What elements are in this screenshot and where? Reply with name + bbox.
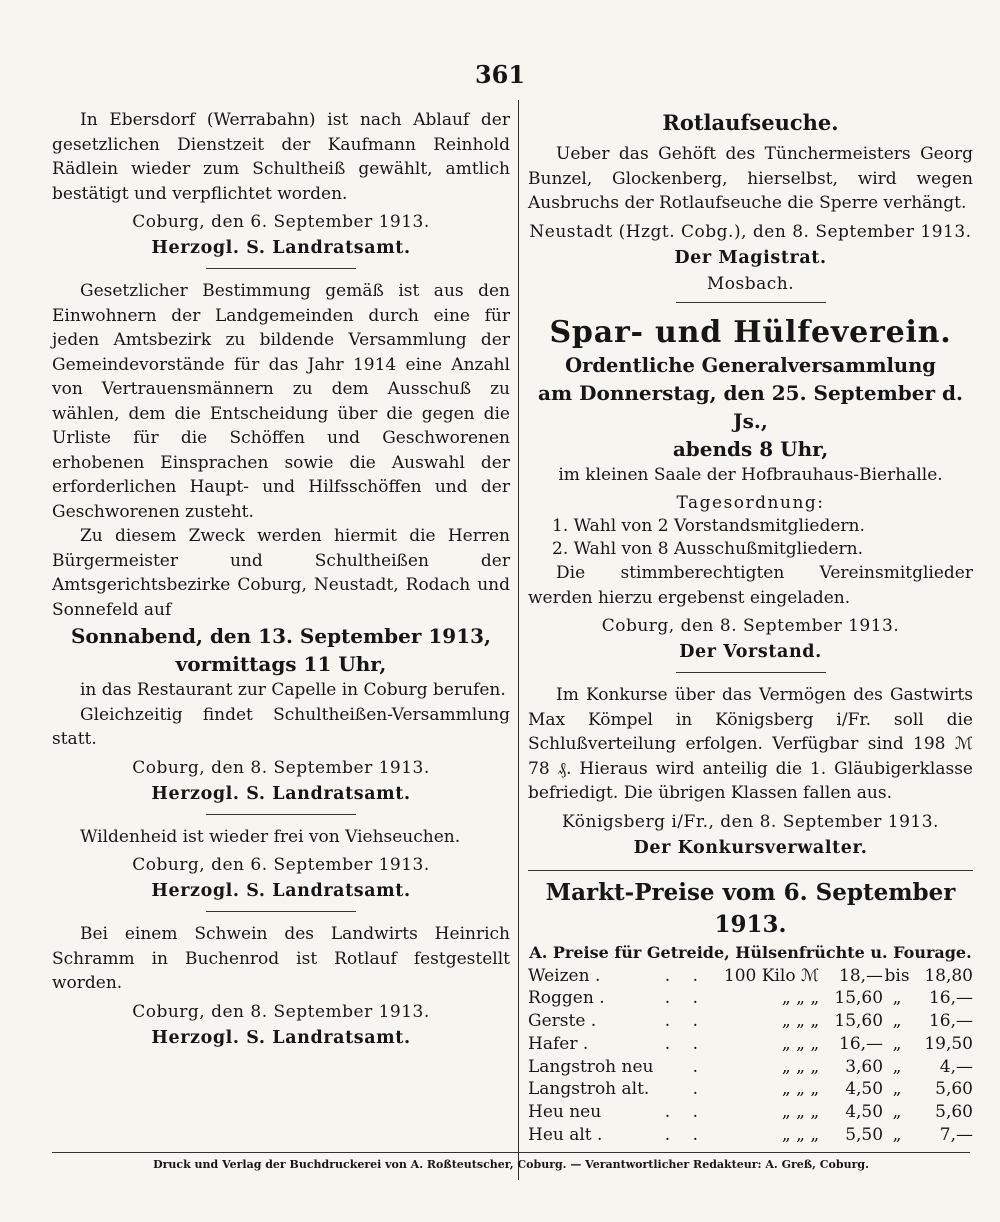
market-row (528, 1033, 973, 1056)
imprint: Druck und Verlag der Buchdruckerei von A. Roßteutscher, Coburg. — Verantwortlicher Redakteur: A. Greß, Coburg. (153, 1158, 869, 1171)
verein-title: Spar- und Hülfeverein. (549, 314, 952, 350)
notice-text-3: in das Restaurant zur Capelle in Coburg berufen. (80, 680, 506, 700)
market-item: Langstroh neu (528, 1056, 654, 1077)
market-range-sep: „ (892, 1056, 902, 1077)
market-dot: . (692, 1033, 698, 1054)
notice-office: Der Vorstand. (679, 642, 822, 662)
market-low-price: 18,— (839, 965, 884, 986)
page-number: 361 (474, 60, 526, 89)
notice-date: Coburg, den 6. September 1913. (132, 855, 430, 875)
notice-date: Coburg, den 8. September 1913. (132, 1001, 430, 1022)
market-row (528, 1056, 973, 1079)
notice-heading: Rotlaufseuche. (662, 110, 839, 135)
column-divider (518, 100, 519, 1180)
market-dot: . (664, 1102, 671, 1123)
market-row (528, 1010, 973, 1033)
market-dot: . (692, 988, 698, 1009)
market-high-price: 5,60 (935, 1079, 973, 1100)
market-dot: . (692, 1102, 698, 1123)
market-low-price: 4,50 (845, 1102, 884, 1123)
notice-office: Der Magistrat. (674, 247, 827, 268)
market-high-price: 16,— (928, 988, 973, 1009)
notice-schoeffen (52, 279, 510, 815)
market-dot: . (664, 1125, 671, 1146)
market-low-price: 16,— (839, 1033, 884, 1054)
market-row (528, 965, 973, 988)
notice-text: Bei einem Schwein des Landwirts Heinrich Schramm in Buchenrod ist Rotlauf festgestellt worden. (52, 924, 510, 993)
market-range-sep: bis (884, 965, 910, 986)
market-range-sep: „ (892, 1079, 902, 1100)
agenda-item: 1. Wahl von 2 Vorstandsmitgliedern. (552, 516, 865, 536)
notice-text: Ueber das Gehöft des Tünchermeisters Georg Bunzel, Glockenberg, hierselbst, wird wegen Ausbruchs der Rotlaufseuche die Sperre verhängt. (528, 144, 973, 213)
market-range-sep: „ (892, 1033, 902, 1054)
notice-date: Königsberg i/Fr., den 8. September 1913. (562, 811, 939, 832)
market-table (528, 965, 973, 1147)
market-item: Weizen . (528, 965, 601, 986)
meeting-time: vormittags 11 Uhr, (175, 652, 387, 676)
divider (676, 302, 826, 303)
market-unit: „ „ „ (781, 1011, 820, 1032)
market-row (528, 1124, 973, 1147)
notice-text-4: Gleichzeitig findet Schultheißen-Versammlung statt. (52, 704, 510, 749)
market-dot: . (692, 965, 698, 986)
divider (206, 268, 356, 269)
notice-office: Der Konkursverwalter. (633, 837, 868, 858)
market-high-price: 7,— (939, 1125, 973, 1146)
notice-office: Herzogl. S. Landratsamt. (151, 1027, 411, 1048)
market-unit: „ „ „ (781, 1056, 820, 1077)
market-low-price: 4,50 (845, 1079, 884, 1100)
verein-date: am Donnerstag, den 25. September d. Js., (538, 380, 963, 433)
market-high-price: 16,— (928, 1011, 973, 1032)
market-high-price: 18,80 (924, 965, 973, 986)
notice-signer: Mosbach. (706, 273, 795, 294)
market-dot: . (692, 1125, 698, 1146)
agenda-label: Tagesordnung: (676, 493, 825, 513)
market-row (528, 1101, 973, 1124)
market-low-price: 15,60 (834, 988, 884, 1009)
agenda-item: 2. Wahl von 8 Ausschußmitgliedern. (552, 539, 864, 559)
divider (528, 870, 973, 871)
market-unit: 100 Kilo ℳ (723, 965, 820, 986)
market-unit: „ „ „ (781, 1125, 820, 1146)
divider (676, 672, 826, 673)
notice-wildenheid (52, 825, 510, 913)
notice-text: Wildenheid ist wieder frei von Viehseuchen. (80, 826, 461, 847)
market-item: Gerste . (528, 1011, 597, 1032)
market-item: Langstroh alt. (528, 1079, 650, 1100)
market-range-sep: „ (892, 1102, 902, 1123)
notice-date: Coburg, den 8. September 1913. (132, 757, 430, 778)
market-dot: . (664, 1033, 671, 1054)
market-dot: . (664, 965, 671, 986)
market-item: Heu neu (528, 1102, 602, 1123)
market-high-price: 5,60 (935, 1102, 973, 1123)
market-dot: . (692, 1056, 698, 1077)
market-item: Hafer . (528, 1033, 589, 1054)
market-range-sep: „ (892, 988, 902, 1009)
notice-text: Gesetzlicher Bestimmung gemäß ist aus den Einwohnern der Landgemeinden durch eine für jeden Amtsbezirk zu bildende Versammlung der Gemeindevorstände für das Jahr 1914 eine Anzahl von Vertrauensmännern zu dem Ausschuß zu wählen, dem die Entscheidung über die gegen die Urliste für die Schöffen und Geschworenen erhobenen Einsprachen sowie die Auswahl der erforderlichen Haupt- und Hilfsschöffen und der Geschworenen zusteht. (52, 281, 510, 522)
market-subtitle: A. Preise für Getreide, Hülsenfrüchte u. Fourage. (529, 942, 972, 962)
meeting-date: Sonnabend, den 13. September 1913, (70, 624, 492, 648)
right-column (528, 108, 973, 1147)
market-dot: . (664, 988, 671, 1009)
notice-ebersdorf (52, 108, 510, 269)
market-dot (653, 1056, 681, 1079)
market-high-price: 4,— (939, 1056, 973, 1077)
footer-rule (52, 1152, 970, 1153)
market-range-sep: „ (892, 1011, 902, 1032)
notice-office: Herzogl. S. Landratsamt. (151, 238, 411, 258)
market-low-price: 5,50 (845, 1125, 884, 1146)
market-item: Heu alt . (528, 1125, 603, 1146)
verein-place: im kleinen Saale der Hofbrauhaus-Bierhalle. (558, 464, 943, 485)
verein-time: abends 8 Uhr, (672, 436, 829, 461)
market-unit: „ „ „ (781, 1102, 820, 1123)
left-column (52, 108, 510, 1052)
notice-date: Neustadt (Hzgt. Cobg.), den 8. September 1913. (529, 221, 972, 242)
notice-text-2: Zu diesem Zweck werden hiermit die Herren Bürgermeister und Schultheißen der Amtsgerichtsbezirke Coburg, Neustadt, Rodach und Sonnefeld auf (52, 526, 510, 620)
notice-rotlaufseuche (528, 108, 973, 303)
market-unit: „ „ „ (781, 1079, 820, 1100)
verein-invite: Die stimmberechtigten Vereinsmitglieder werden hierzu ergebenst eingeladen. (528, 563, 973, 608)
market-range-sep: „ (892, 1125, 902, 1146)
market-low-price: 3,60 (845, 1056, 884, 1077)
notice-text: Im Konkurse über das Vermögen des Gastwirts Max Kömpel in Königsberg i/Fr. soll die Schlußverteilung erfolgen. Verfügbar sind 198 ℳ 78 ₰. Hieraus wird anteilig die 1. Gläubigerklasse befriedigt. Die übrigen Klassen fallen aus. (528, 685, 973, 803)
divider (206, 814, 356, 815)
divider (206, 911, 356, 912)
notice-office: Herzogl. S. Landratsamt. (151, 783, 411, 804)
market-title: Markt-Preise vom 6. September 1913. (545, 878, 956, 938)
notice-date: Coburg, den 8. September 1913. (601, 616, 900, 636)
market-unit: „ „ „ (781, 988, 820, 1009)
market-dot (653, 1078, 681, 1101)
notice-text: In Ebersdorf (Werrabahn) ist nach Ablauf der gesetzlichen Dienstzeit der Kaufmann Reinhold Rädlein wieder zum Schultheiß gewählt, amtlich bestätigt und verpflichtet worden. (52, 110, 510, 204)
market-low-price: 15,60 (834, 1011, 884, 1032)
notice-konkurs (528, 683, 973, 871)
market-prices (528, 877, 973, 1147)
market-dot: . (664, 1011, 671, 1032)
verein-subtitle: Ordentliche Generalversammlung (565, 353, 936, 377)
notice-date: Coburg, den 6. September 1913. (132, 212, 430, 232)
market-high-price: 19,50 (924, 1033, 973, 1054)
market-item: Roggen . (528, 988, 605, 1009)
market-dot: . (692, 1011, 698, 1032)
notice-rotlauf-buchenrod (52, 922, 510, 1052)
notice-office: Herzogl. S. Landratsamt. (151, 881, 411, 901)
market-row (528, 987, 973, 1010)
market-unit: „ „ „ (781, 1033, 820, 1054)
market-row (528, 1078, 973, 1101)
notice-sparverein (528, 313, 973, 674)
market-dot: . (692, 1079, 698, 1100)
